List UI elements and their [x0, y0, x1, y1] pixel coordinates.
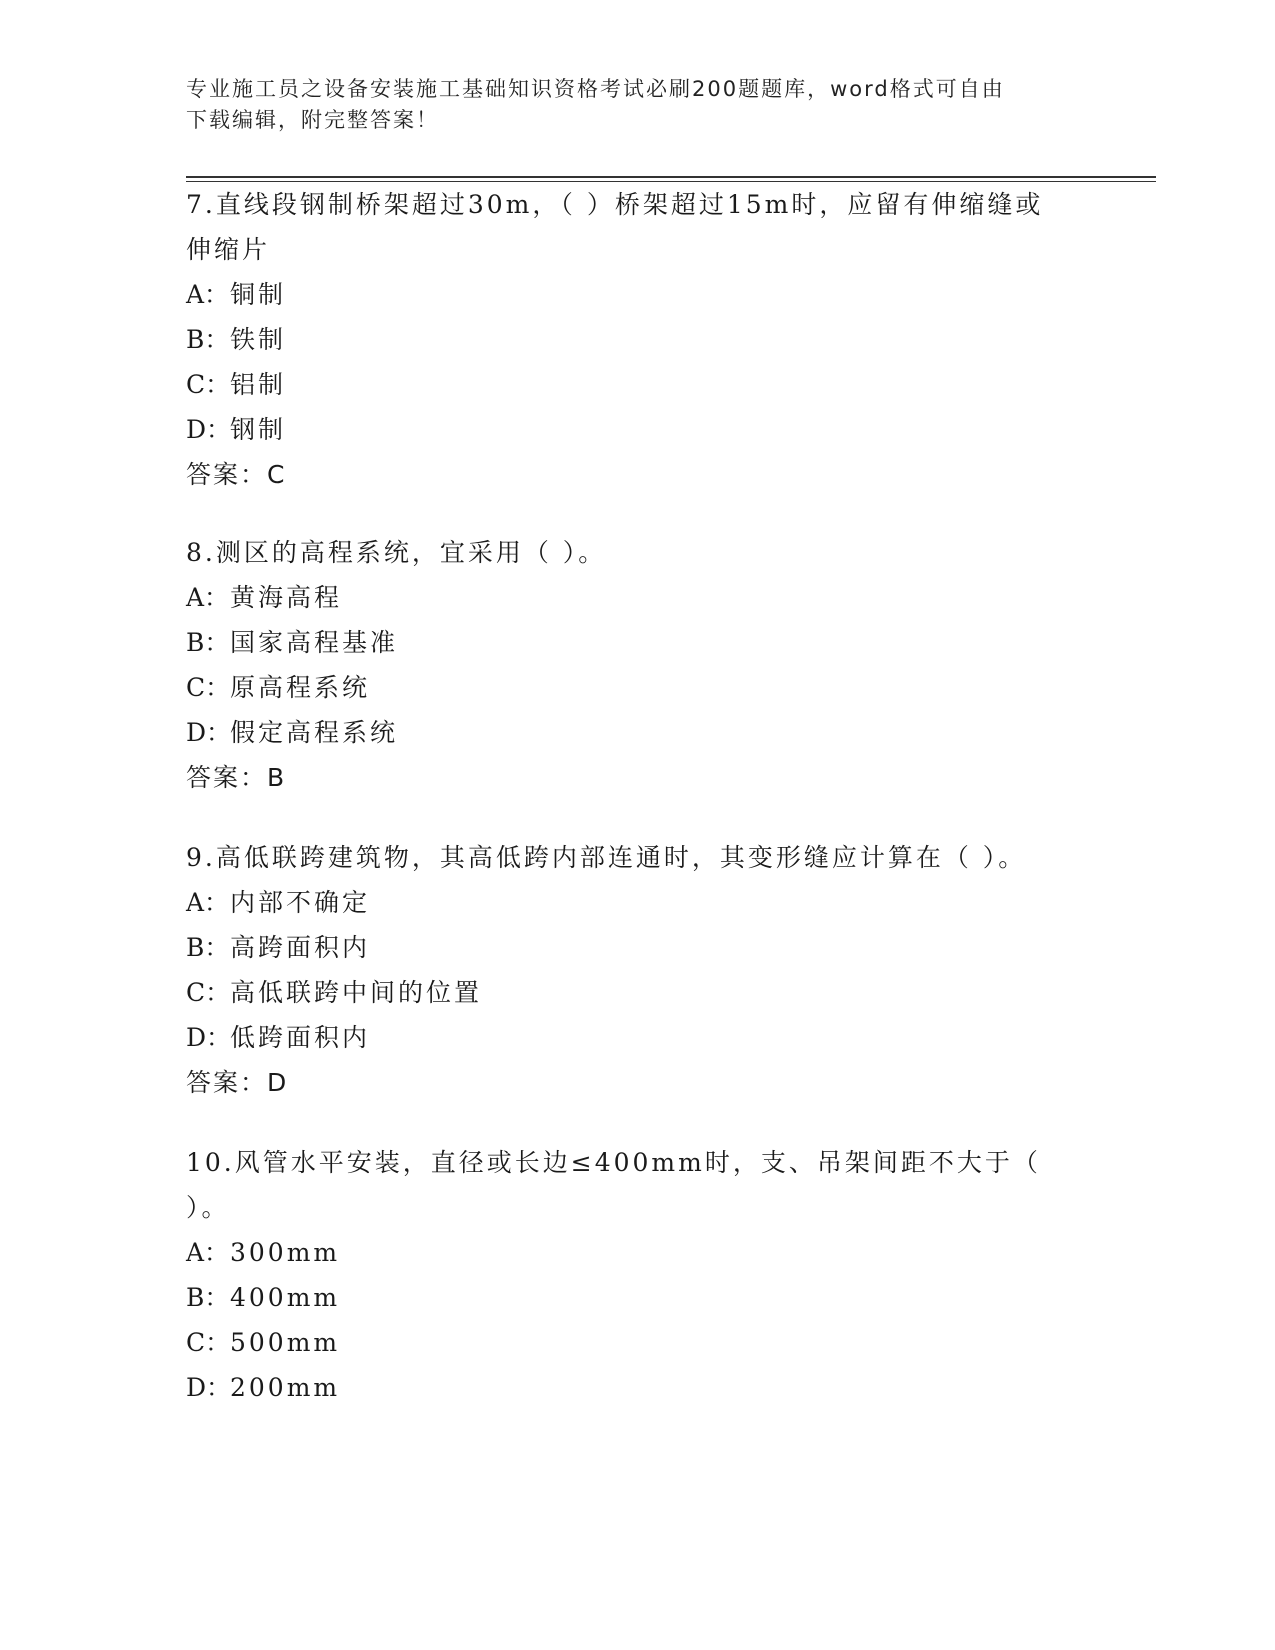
document-header [186, 74, 1066, 136]
answer-line: 答案：D [186, 1068, 289, 1097]
option-letter: A： [186, 888, 230, 917]
question-stem: 10.风管水平安装，直径或长边≤400mm时，支、吊架间距不大于（ ）。 [186, 1148, 1041, 1222]
option-text: 假定高程系统 [230, 718, 399, 747]
option-text: 铜制 [230, 280, 287, 309]
option-text: 200mm [230, 1373, 341, 1402]
question-10 [186, 1140, 1066, 1410]
option-text: 原高程系统 [230, 673, 371, 702]
answer-line: 答案：C [186, 460, 287, 489]
option-b [186, 925, 1066, 970]
question-7 [186, 182, 1066, 497]
question-9 [186, 835, 1066, 1105]
option-d [186, 407, 1066, 452]
option-letter: D： [186, 1373, 232, 1402]
option-text: 内部不确定 [230, 888, 371, 917]
option-c [186, 665, 1066, 710]
option-text: 钢制 [230, 415, 287, 444]
option-text: 300mm [230, 1238, 341, 1267]
option-text: 铝制 [230, 370, 287, 399]
answer-line: 答案：B [186, 763, 287, 792]
question-stem: 8.测区的高程系统，宜采用（ ）。 [186, 538, 607, 567]
option-d [186, 1365, 1066, 1410]
option-b [186, 1275, 1066, 1320]
option-letter: C： [186, 978, 231, 1007]
option-c [186, 970, 1066, 1015]
header-line-2: 下载编辑，附完整答案！ [186, 108, 439, 132]
option-letter: D： [186, 415, 232, 444]
option-letter: C： [186, 370, 231, 399]
option-a [186, 880, 1066, 925]
option-c [186, 362, 1066, 407]
option-d [186, 1015, 1066, 1060]
option-letter: D： [186, 1023, 232, 1052]
option-letter: B： [186, 933, 230, 962]
option-text: 国家高程基准 [230, 628, 399, 657]
question-stem: 9.高低联跨建筑物，其高低跨内部连通时，其变形缝应计算在（ ）。 [186, 843, 1027, 872]
option-text: 铁制 [230, 325, 287, 354]
option-a [186, 1230, 1066, 1275]
option-text: 400mm [230, 1283, 341, 1312]
option-a [186, 272, 1066, 317]
option-letter: B： [186, 325, 230, 354]
option-d [186, 710, 1066, 755]
question-8 [186, 530, 1066, 800]
option-text: 高低联跨中间的位置 [230, 978, 483, 1007]
option-text: 低跨面积内 [230, 1023, 371, 1052]
option-letter: A： [186, 583, 230, 612]
option-letter: B： [186, 1283, 230, 1312]
option-letter: C： [186, 1328, 231, 1357]
option-text: 黄海高程 [230, 583, 343, 612]
option-letter: C： [186, 673, 231, 702]
option-letter: B： [186, 628, 230, 657]
question-stem: 7.直线段钢制桥架超过30m，（ ）桥架超过15m时，应留有伸缩缝或伸缩片 [186, 190, 1044, 264]
option-b [186, 620, 1066, 665]
option-letter: A： [186, 280, 230, 309]
option-letter: D： [186, 718, 232, 747]
option-text: 500mm [230, 1328, 341, 1357]
option-b [186, 317, 1066, 362]
header-divider-thick [186, 176, 1156, 178]
option-c [186, 1320, 1066, 1365]
option-text: 高跨面积内 [230, 933, 371, 962]
option-letter: A： [186, 1238, 230, 1267]
option-a [186, 575, 1066, 620]
header-line-1: 专业施工员之设备安装施工基础知识资格考试必刷200题题库，word格式可自由 [186, 77, 1005, 101]
